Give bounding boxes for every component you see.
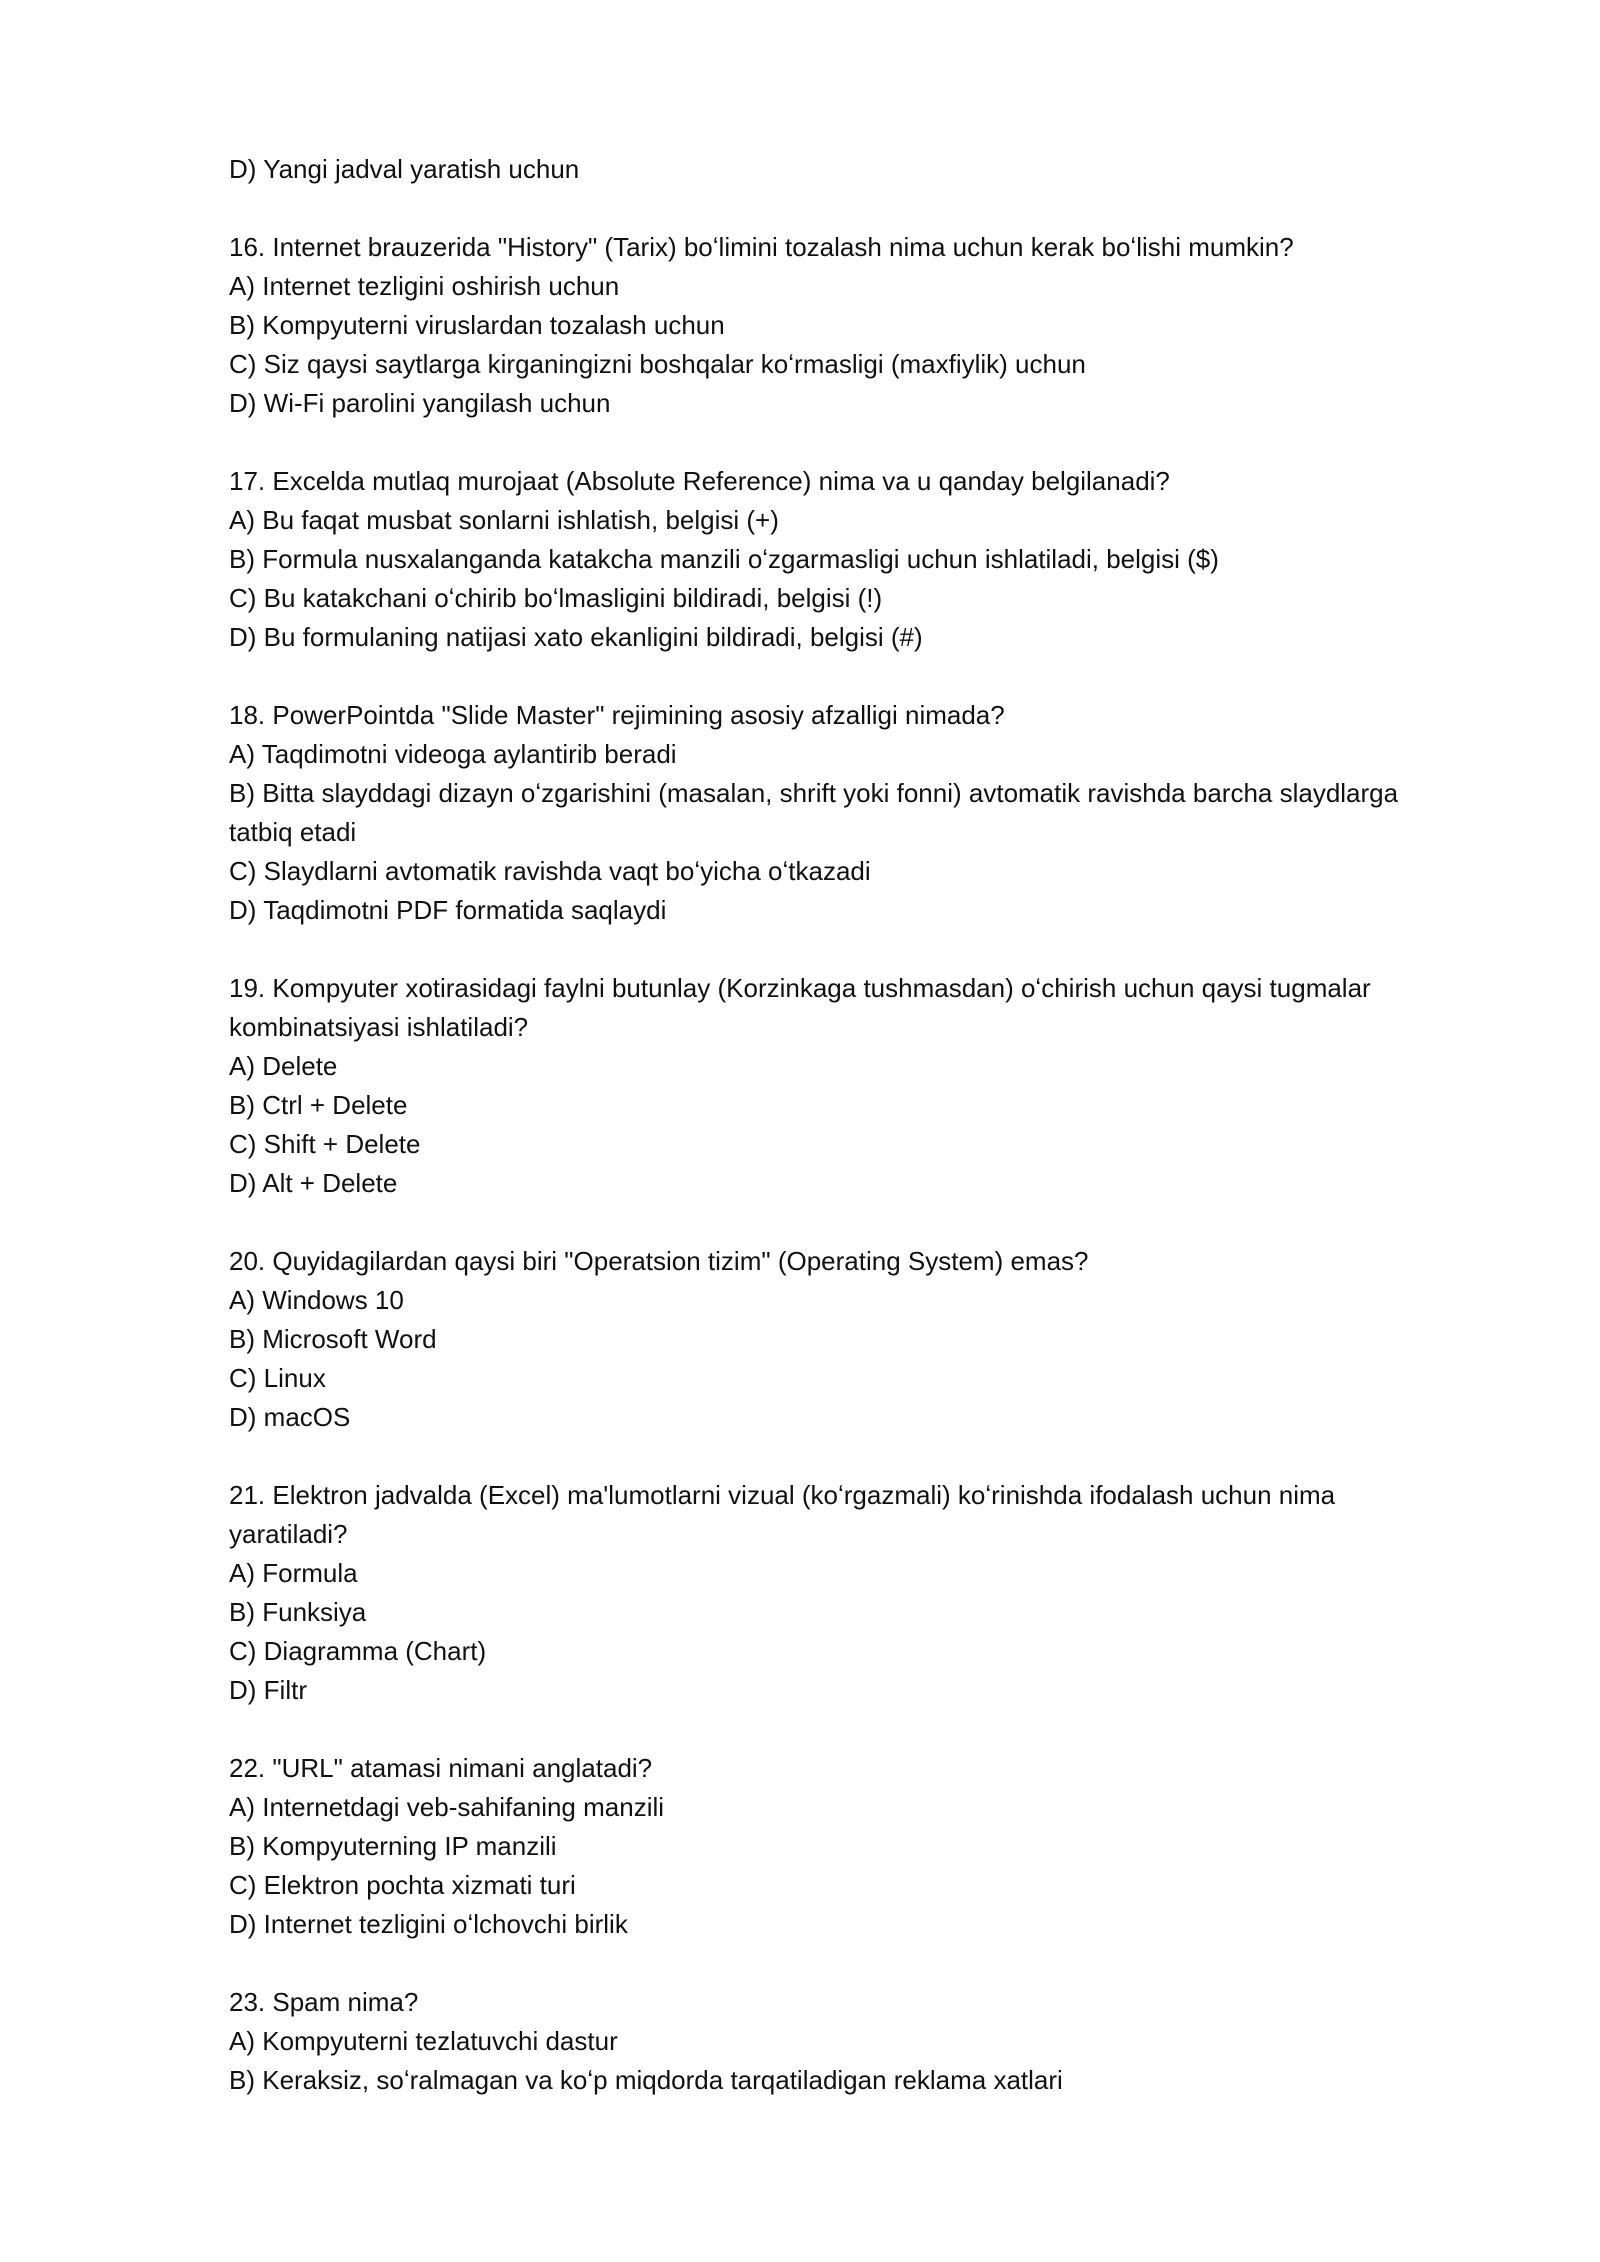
question-block [229,1476,1459,1710]
answer-option: A) Internetdagi veb-sahifaning manzili [229,1792,665,1822]
answer-option: C) Elektron pochta xizmati turi [229,1870,576,1900]
question-block [229,696,1459,930]
answer-option: A) Internet tezligini oshirish uchun [229,271,620,301]
answer-option: C) Siz qaysi saytlarga kirganingizni boshqalar koʻrmasligi (maxfiylik) uchun [229,349,1086,379]
answer-option: B) Ctrl + Delete [229,1090,408,1120]
answer-option: B) Keraksiz, soʻralmagan va koʻp miqdorda tarqatiladigan reklama xatlari [229,2065,1063,2095]
answer-option: B) Bitta slayddagi dizayn oʻzgarishini (masalan, shrift yoki fonni) avtomatik ravishda barcha slaydlarga tatbiq etadi [229,778,1406,847]
question-text: 16. Internet brauzerida "History" (Tarix) boʻlimini tozalash nima uchun kerak boʻlishi mumkin? [229,232,1294,262]
answer-option: D) Filtr [229,1675,307,1705]
question-text: 23. Spam nima? [229,1987,419,2017]
question-block [229,228,1459,423]
question-text: 22. "URL" atamasi nimani anglatadi? [229,1753,653,1783]
answer-option: D) Taqdimotni PDF formatida saqlaydi [229,895,667,925]
question-block [229,462,1459,657]
answer-option: C) Slaydlarni avtomatik ravishda vaqt boʻyicha oʻtkazadi [229,856,871,886]
answer-option: D) Bu formulaning natijasi xato ekanligini bildiradi, belgisi (#) [229,622,923,652]
answer-option: D) Internet tezligini oʻlchovchi birlik [229,1909,628,1939]
answer-option: C) Diagramma (Chart) [229,1636,487,1666]
question-block [229,969,1459,1203]
lead-option: D) Yangi jadval yaratish uchun [229,154,580,184]
answer-option: C) Bu katakchani oʻchirib boʻlmasligini bildiradi, belgisi (!) [229,583,883,613]
answer-option: D) Alt + Delete [229,1168,398,1198]
answer-option: B) Microsoft Word [229,1324,437,1354]
answer-option: A) Delete [229,1051,338,1081]
question-text: 19. Kompyuter xotirasidagi faylni butunlay (Korzinkaga tushmasdan) oʻchirish uchun qaysi tugmalar kombinatsiyasi ishlatiladi? [229,973,1378,1042]
answer-option: B) Kompyuterning IP manzili [229,1831,557,1861]
answer-option: A) Windows 10 [229,1285,404,1315]
answer-option: A) Formula [229,1558,358,1588]
answer-option: D) macOS [229,1402,351,1432]
question-text: 17. Excelda mutlaq murojaat (Absolute Reference) nima va u qanday belgilanadi? [229,466,1170,496]
answer-option: B) Funksiya [229,1597,367,1627]
question-list [229,228,1459,2100]
answer-option: C) Linux [229,1363,326,1393]
answer-option: A) Bu faqat musbat sonlarni ishlatish, belgisi (+) [229,505,779,535]
answer-option: B) Kompyuterni viruslardan tozalash uchun [229,310,725,340]
answer-option: C) Shift + Delete [229,1129,421,1159]
question-block [229,1983,1459,2100]
question-text: 21. Elektron jadvalda (Excel) ma'lumotlarni vizual (koʻrgazmali) koʻrinishda ifodalash uchun nima yaratiladi? [229,1480,1343,1549]
answer-option: D) Wi-Fi parolini yangilash uchun [229,388,611,418]
question-block [229,1242,1459,1437]
question-text: 20. Quyidagilardan qaysi biri "Operatsion tizim" (Operating System) emas? [229,1246,1089,1276]
answer-option: B) Formula nusxalanganda katakcha manzili oʻzgarmasligi uchun ishlatiladi, belgisi ($) [229,544,1219,574]
question-block [229,1749,1459,1944]
answer-option: A) Kompyuterni tezlatuvchi dastur [229,2026,618,2056]
document-page [229,150,1459,2100]
answer-option: A) Taqdimotni videoga aylantirib beradi [229,739,677,769]
question-text: 18. PowerPointda "Slide Master" rejimining asosiy afzalligi nimada? [229,700,1005,730]
